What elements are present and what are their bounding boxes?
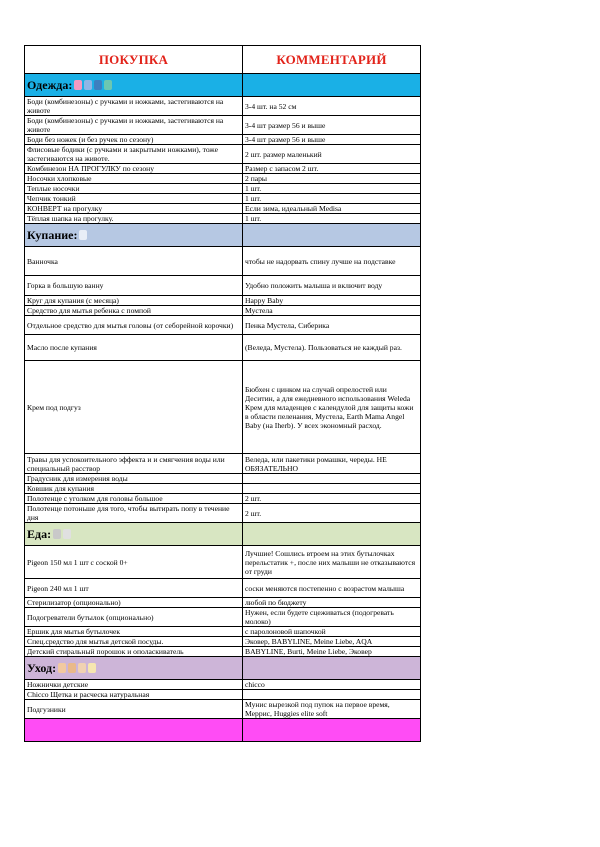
comment-cell xyxy=(243,484,421,494)
table-row xyxy=(25,247,421,276)
dress-icon xyxy=(104,80,112,90)
comment-cell: 2 пары xyxy=(243,174,421,184)
section-title-text: Купание: xyxy=(27,228,78,242)
table-row xyxy=(25,194,421,204)
table-row xyxy=(25,690,421,700)
section-comment xyxy=(243,523,421,546)
item-cell: Pigeon 240 мл 1 шт xyxy=(25,579,243,598)
table-row xyxy=(25,454,421,474)
item-cell: Ванночка xyxy=(25,247,243,276)
item-cell: Флисовые бодики (с ручками и закрытыми ножками), тоже застегиваются на животе. xyxy=(25,145,243,164)
shopping-table xyxy=(24,45,421,742)
bottle-icon xyxy=(68,663,76,673)
item-cell: Chicco Щетка и расческа натуральная xyxy=(25,690,243,700)
cotton-icon xyxy=(88,663,96,673)
shopping-list-sheet xyxy=(24,45,420,742)
item-cell: Боди без ножек (и без ручек по сезону) xyxy=(25,135,243,145)
section-title xyxy=(25,74,243,97)
table-row xyxy=(25,579,421,598)
table-row xyxy=(25,296,421,306)
table-row xyxy=(25,637,421,647)
comment-cell: Happy Baby xyxy=(243,296,421,306)
baby-bottle-icon xyxy=(53,529,61,539)
item-cell: Подогреватели бутылок (опционально) xyxy=(25,608,243,627)
item-cell: Ковшик для купания xyxy=(25,484,243,494)
item-cell: Масло после купания xyxy=(25,335,243,361)
comment-cell: Лучшие! Сошлись втроем на этих бутылочках перельстатик +, после них малыши не отказываются от груди xyxy=(243,546,421,579)
section-title-text: Одежда: xyxy=(27,78,73,92)
table-row xyxy=(25,135,421,145)
table-row xyxy=(25,316,421,335)
comment-cell: любой по бюджету xyxy=(243,598,421,608)
item-cell: КОНВЕРТ на прогулку xyxy=(25,204,243,214)
table-row xyxy=(25,184,421,194)
table-row xyxy=(25,97,421,116)
item-cell: Травы для успокоительного эффекта и и смягчения воды или специальный расствор xyxy=(25,454,243,474)
table-row xyxy=(25,164,421,174)
comment-cell: (Веледа, Мустела). Пользоваться не каждый раз. xyxy=(243,335,421,361)
comment-cell xyxy=(243,474,421,484)
item-cell: Ершик для мытья бутылочек xyxy=(25,627,243,637)
section-title xyxy=(25,719,243,742)
comment-cell: Пенка Мустела, Сиберика xyxy=(243,316,421,335)
table-row xyxy=(25,598,421,608)
comment-cell: 3-4 шт размер 56 и выше xyxy=(243,135,421,145)
bathtub-icon xyxy=(79,230,87,240)
table-row xyxy=(25,608,421,627)
table-row xyxy=(25,504,421,523)
comment-cell: 2 шт. xyxy=(243,504,421,523)
table-row xyxy=(25,484,421,494)
item-cell: Отдельное средство для мытья головы (от себорейной корочки) xyxy=(25,316,243,335)
comment-cell: 1 шт. xyxy=(243,184,421,194)
table-row xyxy=(25,546,421,579)
comment-cell: Если зима, идеальный Medisa xyxy=(243,204,421,214)
section-title xyxy=(25,224,243,247)
comment-cell: с паролоновой шапочкой xyxy=(243,627,421,637)
section-title xyxy=(25,523,243,546)
lotion-icon xyxy=(58,663,66,673)
item-cell: Чепчик тонкий xyxy=(25,194,243,204)
table-row xyxy=(25,627,421,637)
table-row xyxy=(25,204,421,214)
item-cell: Ножнички детские xyxy=(25,680,243,690)
item-cell: Круг для купания (с месяца) xyxy=(25,296,243,306)
comment-cell: 1 шт. xyxy=(243,214,421,224)
comment-cell: BABYLINE, Burti, Meine Liebe, Эковер xyxy=(243,647,421,657)
table-row xyxy=(25,335,421,361)
table-row xyxy=(25,361,421,454)
item-cell: Тёплая шапка на прогулку. xyxy=(25,214,243,224)
table-row xyxy=(25,474,421,484)
table-row xyxy=(25,647,421,657)
item-cell: Боди (комбинезоны) с ручками и ножками, застегиваются на животе xyxy=(25,116,243,135)
comment-cell: Нужен, если будете сцеживаться (подогревать молоко) xyxy=(243,608,421,627)
table-row xyxy=(25,306,421,316)
bodysuit-pink-icon xyxy=(74,80,82,90)
comment-cell: Размер с запасом 2 шт. xyxy=(243,164,421,174)
item-cell: Градусник для измерения воды xyxy=(25,474,243,484)
romper-icon xyxy=(94,80,102,90)
section-comment xyxy=(243,74,421,97)
item-cell: Pigeon 150 мл 1 шт с соской 0+ xyxy=(25,546,243,579)
feeding-bottle-icon xyxy=(63,529,71,539)
table-row xyxy=(25,145,421,164)
section-title-text: Уход: xyxy=(27,661,57,675)
item-cell: Стерилизатор (опционально) xyxy=(25,598,243,608)
baby-icon xyxy=(78,663,86,673)
section-comment xyxy=(243,719,421,742)
item-cell: Теплые носочки xyxy=(25,184,243,194)
header-purchase: ПОКУПКА xyxy=(25,46,243,74)
section-title xyxy=(25,657,243,680)
comment-cell: Мустела xyxy=(243,306,421,316)
comment-cell: chicco xyxy=(243,680,421,690)
section-row-1 xyxy=(25,74,421,97)
comment-cell: соски меняются постепенно с возрастом малыша xyxy=(243,579,421,598)
item-cell: Носочки хлопковые xyxy=(25,174,243,184)
comment-cell: Эковер, BABYLINE, Meine Liebe, AQA xyxy=(243,637,421,647)
item-cell: Комбинезон НА ПРОГУЛКУ по сезону xyxy=(25,164,243,174)
comment-cell: Бюбхен с цинком на случай опрелостей или Деситин, а для ежедневного использования Weleda Крем для младенцев с календулой для защиты кожи в области пеленания, Мустела, Earth Mama Angel Baby (на Iherb). У всех экономный расход. xyxy=(243,361,421,454)
section-row-2 xyxy=(25,224,421,247)
header-comment: КОММЕНТАРИЙ xyxy=(243,46,421,74)
item-cell: Детский стиральный порошок и ополаскиватель xyxy=(25,647,243,657)
section-title-text: Еда: xyxy=(27,527,52,541)
item-cell: Боди (комбинезоны) с ручками и ножками, застегиваются на животе xyxy=(25,97,243,116)
table-row xyxy=(25,116,421,135)
comment-cell: 3-4 шт. на 52 см xyxy=(243,97,421,116)
section-comment xyxy=(243,657,421,680)
table-row xyxy=(25,680,421,690)
comment-cell: 3-4 шт размер 56 и выше xyxy=(243,116,421,135)
header-row xyxy=(25,46,421,74)
table-row xyxy=(25,174,421,184)
table-row xyxy=(25,494,421,504)
item-cell: Средство для мытья ребенка с помпой xyxy=(25,306,243,316)
item-cell: Подгузники xyxy=(25,700,243,719)
section-row-3 xyxy=(25,523,421,546)
table-row xyxy=(25,700,421,719)
comment-cell: Мунис вырезкой под пупок на первое время, Меррис, Huggies elite soft xyxy=(243,700,421,719)
section-row-5 xyxy=(25,719,421,742)
comment-cell: 2 шт. xyxy=(243,494,421,504)
table-row xyxy=(25,214,421,224)
item-cell: Крем под подгуз xyxy=(25,361,243,454)
bodysuit-blue-icon xyxy=(84,80,92,90)
item-cell: Полотенце потоньше для того, чтобы вытирать попу в течение дня xyxy=(25,504,243,523)
item-cell: Горка в большую ванну xyxy=(25,276,243,296)
section-comment xyxy=(243,224,421,247)
comment-cell: чтобы не надорвать спину лучше на подставке xyxy=(243,247,421,276)
item-cell: Полотенце с уголком для головы большое xyxy=(25,494,243,504)
comment-cell xyxy=(243,690,421,700)
comment-cell: Веледа, или пакетики ромашки, череды. НЕ ОБЯЗАТЕЛЬНО xyxy=(243,454,421,474)
comment-cell: 1 шт. xyxy=(243,194,421,204)
item-cell: Спец.средство для мытья детской посуды. xyxy=(25,637,243,647)
comment-cell: Удобно положить малыша и включит воду xyxy=(243,276,421,296)
section-row-4 xyxy=(25,657,421,680)
comment-cell: 2 шт. размер маленький xyxy=(243,145,421,164)
table-row xyxy=(25,276,421,296)
